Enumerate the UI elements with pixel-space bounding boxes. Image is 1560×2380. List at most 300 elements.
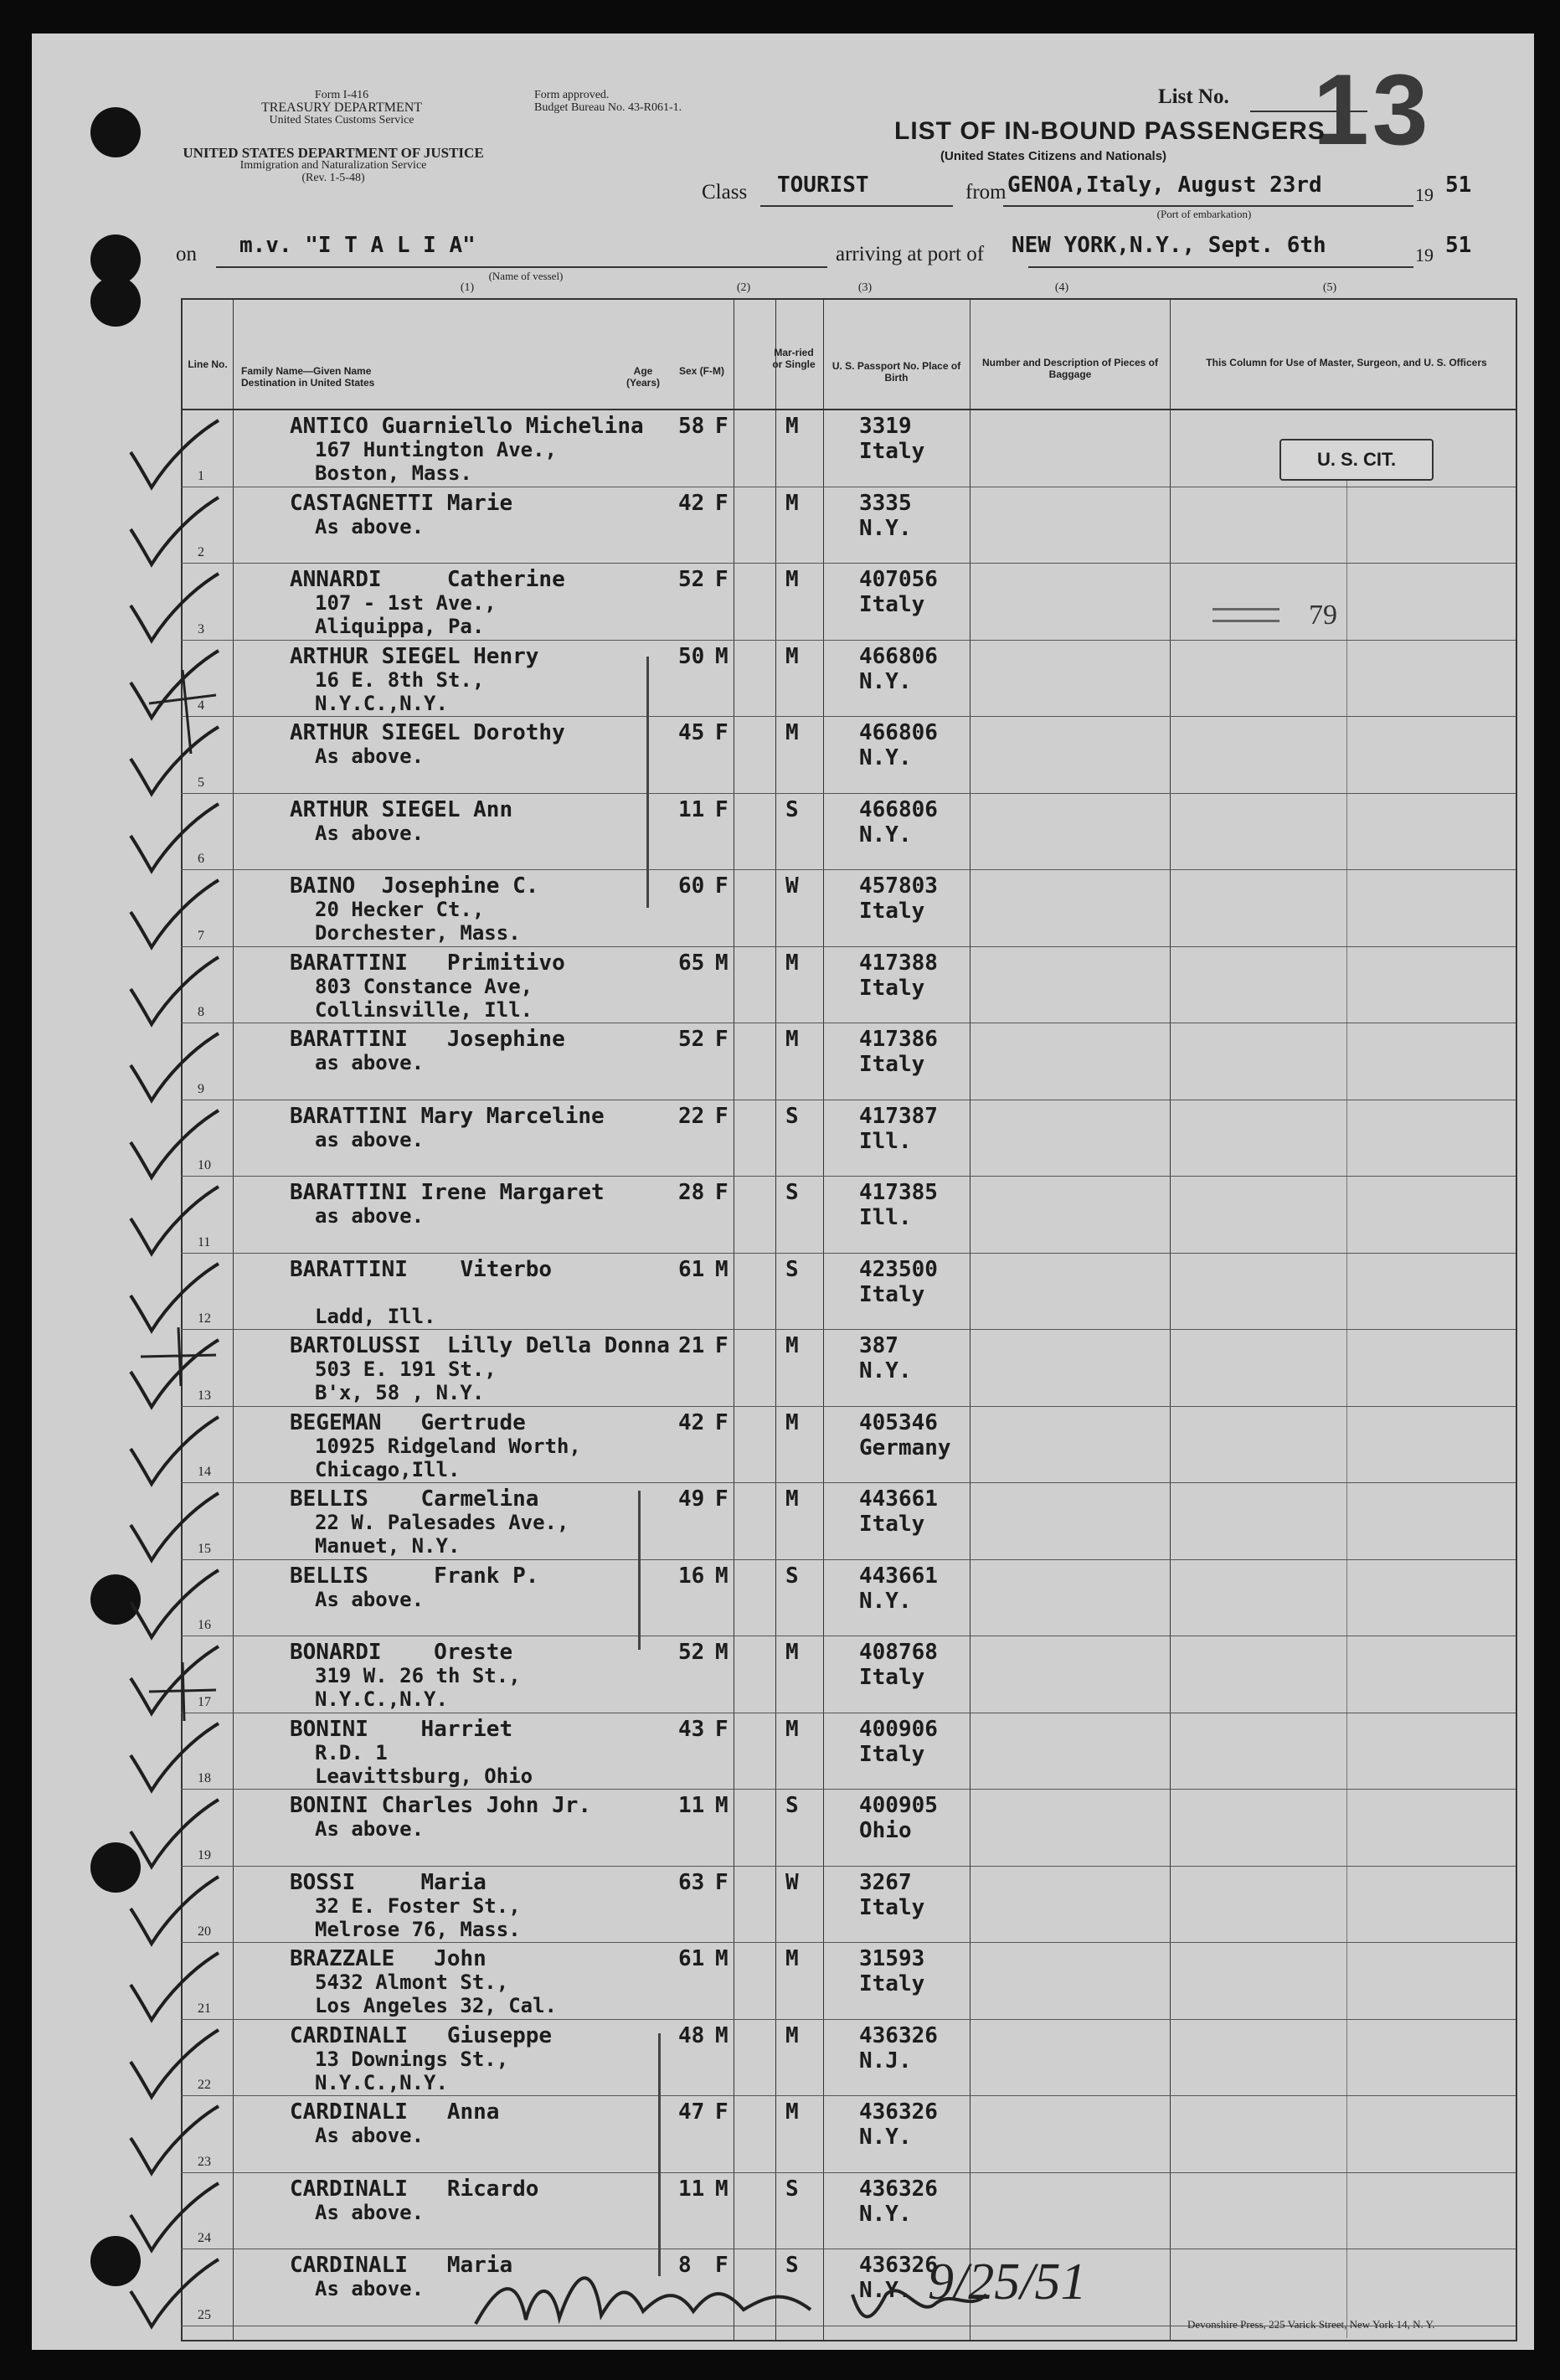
place-of-birth: N.Y. <box>859 745 912 770</box>
place-of-birth: Italy <box>859 1894 925 1920</box>
arriving-port: NEW YORK,N.Y., Sept. 6th <box>1012 233 1326 258</box>
passenger-destination: 107 - 1st Ave., <box>315 591 497 615</box>
table-row <box>181 410 1516 487</box>
passenger-name: ARTHUR SIEGEL Dorothy <box>290 720 565 745</box>
table-row <box>181 1177 1516 1254</box>
passport-number: 457803 <box>859 873 938 899</box>
passenger-name: BARATTINI Mary Marceline <box>290 1103 605 1129</box>
passenger-name: BONINI Harriet <box>290 1716 513 1742</box>
passenger-age: 8 <box>678 2253 692 2278</box>
col-head-married: Mar-ried or Single <box>772 347 816 370</box>
passenger-age: 52 <box>678 1027 705 1052</box>
vessel-name: m.v. "I T A L I A" <box>239 233 476 258</box>
printer-imprint: Devonshire Press, 225 Varick Street, New York 14, N. Y. <box>1187 2318 1435 2331</box>
table-row <box>181 1330 1516 1407</box>
passport-number: 3319 <box>859 414 912 439</box>
line-number: 8 <box>198 1005 204 1019</box>
place-of-birth: Ill. <box>859 1128 912 1154</box>
table-row <box>181 1483 1516 1560</box>
marital-status: M <box>785 1333 799 1358</box>
col-num-5: (5) <box>1322 281 1337 294</box>
on-label: on <box>176 243 197 265</box>
table-row <box>181 487 1516 564</box>
table-row <box>181 1867 1516 1944</box>
us-citizen-stamp: U. S. CIT. <box>1279 439 1434 481</box>
line-number: 16 <box>198 1618 211 1632</box>
passport-number: 423500 <box>859 1256 938 1282</box>
passenger-age: 28 <box>678 1180 705 1205</box>
marital-status: M <box>785 1027 799 1052</box>
passport-number: 3267 <box>859 1869 912 1895</box>
passenger-name: CARDINALI Ricardo <box>290 2176 539 2202</box>
place-of-birth: N.Y. <box>859 2201 912 2227</box>
passport-number: 436326 <box>859 2099 938 2125</box>
passenger-destination: Melrose 76, Mass. <box>315 1917 521 1941</box>
table-row <box>181 641 1516 718</box>
passenger-age: 52 <box>678 567 705 592</box>
marital-status: M <box>785 1716 799 1742</box>
passenger-sex: F <box>715 1869 729 1895</box>
page-subtitle: (United States Citizens and Nationals) <box>940 149 1167 163</box>
line-number: 12 <box>198 1311 211 1326</box>
passenger-sex: F <box>715 1103 729 1129</box>
customs-service: United States Customs Service <box>269 114 414 126</box>
passenger-sex: F <box>715 1027 729 1052</box>
place-of-birth: Italy <box>859 1665 925 1690</box>
passport-number: 466806 <box>859 796 938 822</box>
passenger-age: 16 <box>678 1563 705 1589</box>
place-of-birth: Italy <box>859 899 925 924</box>
passenger-sex: F <box>715 2099 729 2125</box>
check-mark-icon <box>122 1491 223 1567</box>
punch-hole <box>90 276 141 327</box>
passport-number: 417385 <box>859 1180 938 1205</box>
line-number: 25 <box>198 2307 211 2322</box>
check-mark-icon <box>122 572 223 647</box>
passenger-sex: F <box>715 1180 729 1205</box>
check-mark-icon <box>122 1569 223 1644</box>
passenger-name: BARTOLUSSI Lilly Della Donna <box>290 1333 670 1358</box>
table-row <box>181 1023 1516 1100</box>
passenger-name: CASTAGNETTI Marie <box>290 490 513 516</box>
line-number: 14 <box>198 1465 211 1479</box>
passenger-name: ANNARDI Catherine <box>290 567 565 592</box>
passport-number: 436326 <box>859 2022 938 2048</box>
marital-status: S <box>785 1793 799 1818</box>
col-head-officers: This Column for Use of Master, Surgeon, and U. S. Officers <box>1206 357 1487 368</box>
class-value: TOURIST <box>777 173 869 198</box>
passenger-age: 22 <box>678 1103 705 1129</box>
col-head-sex: Sex (F-M) <box>679 365 724 377</box>
passenger-destination: Dorchester, Mass. <box>315 921 521 945</box>
passenger-destination: As above. <box>315 1587 425 1611</box>
check-mark-icon <box>122 2028 223 2104</box>
passenger-destination: as above. <box>315 1051 425 1074</box>
marital-status: W <box>785 873 799 899</box>
marital-status: M <box>785 2099 799 2125</box>
table-row <box>181 1790 1516 1867</box>
passenger-destination: 503 E. 191 St., <box>315 1357 497 1381</box>
passenger-sex: M <box>715 643 729 669</box>
table-row <box>181 1254 1516 1331</box>
class-underline <box>760 205 953 207</box>
place-of-birth: Italy <box>859 592 925 617</box>
year-prefix: 19 <box>1415 184 1434 205</box>
passenger-sex: M <box>715 2022 729 2048</box>
passenger-destination: 22 W. Palesades Ave., <box>315 1511 569 1534</box>
place-of-birth: Ohio <box>859 1818 912 1843</box>
place-of-birth: Italy <box>859 439 925 464</box>
passenger-destination: As above. <box>315 2200 425 2224</box>
line-number: 18 <box>198 1771 211 1785</box>
passenger-destination: Los Angeles 32, Cal. <box>315 1994 557 2017</box>
passenger-name: CARDINALI Maria <box>290 2253 513 2278</box>
line-number: 19 <box>198 1847 211 1862</box>
passenger-sex: M <box>715 1946 729 1971</box>
check-mark-icon <box>122 419 223 494</box>
passenger-age: 11 <box>678 2176 705 2202</box>
passenger-destination: As above. <box>315 1817 425 1841</box>
place-of-birth: N.Y. <box>859 515 912 541</box>
passenger-destination: 803 Constance Ave, <box>315 974 533 998</box>
passenger-name: CARDINALI Anna <box>290 2099 500 2125</box>
marital-status: S <box>785 2176 799 2202</box>
table-row <box>181 2096 1516 2173</box>
passenger-destination: As above. <box>315 2277 425 2300</box>
passenger-name: BARATTINI Josephine <box>290 1027 565 1052</box>
check-mark-icon <box>122 1032 223 1107</box>
check-mark-icon <box>122 2258 223 2333</box>
marital-status: M <box>785 2022 799 2048</box>
passport-number: 417387 <box>859 1103 938 1129</box>
marital-status: S <box>785 796 799 822</box>
passenger-name: BEGEMAN Gertrude <box>290 1409 526 1435</box>
table-row <box>181 870 1516 947</box>
justice-dept: UNITED STATES DEPARTMENT OF JUSTICE Immigration and Naturalization Service (Rev. 1-5-48) <box>183 145 484 184</box>
col-num-4: (4) <box>1054 281 1069 294</box>
from-value: GENOA,Italy, August 23rd <box>1007 173 1322 198</box>
line-number: 17 <box>198 1694 211 1709</box>
year-value: 51 <box>1445 173 1472 198</box>
passenger-age: 43 <box>678 1716 705 1742</box>
line-number: 21 <box>198 2001 211 2016</box>
passenger-name: ARTHUR SIEGEL Ann <box>290 796 513 822</box>
passenger-destination: As above. <box>315 514 425 538</box>
passport-number: 436326 <box>859 2176 938 2202</box>
passenger-destination: B'x, 58 , N.Y. <box>315 1381 485 1404</box>
table-row <box>181 2173 1516 2250</box>
place-of-birth: Italy <box>859 1052 925 1077</box>
table-row <box>181 1636 1516 1713</box>
passenger-name: BARATTINI Primitivo <box>290 950 565 976</box>
passenger-destination: 32 E. Foster St., <box>315 1893 521 1918</box>
check-mark-icon <box>122 1875 223 1950</box>
place-of-birth: N.Y. <box>859 822 912 847</box>
margin-cross-mark <box>141 1658 224 1725</box>
line-number: 3 <box>198 621 204 636</box>
passenger-sex: M <box>715 1256 729 1282</box>
list-no-label: List No. <box>1158 85 1229 108</box>
passenger-destination: As above. <box>315 2124 425 2147</box>
line-number: 20 <box>198 1924 211 1939</box>
margin-cross-mark <box>132 653 233 770</box>
passenger-name: BRAZZALE John <box>290 1946 487 1971</box>
passenger-age: 49 <box>678 1486 705 1512</box>
form-number: Form I-416 <box>314 89 369 101</box>
place-of-birth: N.Y. <box>859 668 912 694</box>
form-info <box>233 89 450 126</box>
passport-number: 408768 <box>859 1640 938 1665</box>
col-head-baggage: Number and Description of Pieces of Baggage <box>981 357 1159 380</box>
family-bracket <box>646 657 649 908</box>
marital-status: M <box>785 490 799 516</box>
margin-cross-mark <box>132 1323 224 1390</box>
passenger-age: 60 <box>678 873 705 899</box>
check-mark-icon <box>122 878 223 954</box>
table-row <box>181 947 1516 1024</box>
marital-status: M <box>785 1946 799 1971</box>
form-approval: Form approved. Budget Bureau No. 43-R061-1. <box>534 89 682 114</box>
line-number: 1 <box>198 468 204 483</box>
line-number: 5 <box>198 775 204 790</box>
class-label: Class <box>702 181 748 203</box>
arriving-label: arriving at port of <box>836 243 985 265</box>
passenger-name: BELLIS Carmelina <box>290 1486 539 1512</box>
place-of-birth: Ill. <box>859 1205 912 1230</box>
check-mark-icon <box>122 1415 223 1491</box>
marital-status: S <box>785 1180 799 1205</box>
marital-status: M <box>785 1486 799 1512</box>
passenger-destination: R.D. 1 <box>315 1740 388 1764</box>
marital-status: M <box>785 1640 799 1665</box>
passenger-destination: as above. <box>315 1127 425 1151</box>
place-of-birth: N.Y. <box>859 2125 912 2150</box>
passenger-name: BARATTINI Irene Margaret <box>290 1180 605 1205</box>
treasury-dept: TREASURY DEPARTMENT <box>260 100 423 115</box>
place-of-birth: N.J. <box>859 2048 912 2073</box>
from-label: from <box>965 181 1007 203</box>
passenger-sex: M <box>715 2176 729 2202</box>
passenger-destination: As above. <box>315 821 425 845</box>
passenger-destination: as above. <box>315 1204 425 1228</box>
check-mark-icon <box>122 2104 223 2180</box>
passenger-sex: F <box>715 490 729 516</box>
table-row <box>181 1100 1516 1177</box>
passenger-sex: F <box>715 1716 729 1742</box>
passport-number: 31593 <box>859 1946 925 1971</box>
family-bracket <box>638 1491 641 1650</box>
passenger-name: BAINO Josephine C. <box>290 873 539 899</box>
line-number: 4 <box>198 698 204 713</box>
marital-status: W <box>785 1869 799 1895</box>
passenger-age: 61 <box>678 1256 705 1282</box>
marital-status: S <box>785 2253 799 2278</box>
check-mark-icon <box>122 2182 223 2257</box>
passenger-name: ANTICO Guarniello Michelina <box>290 414 644 439</box>
passenger-destination: 10925 Ridgeland Worth, <box>315 1434 581 1458</box>
passenger-sex: M <box>715 1793 729 1818</box>
passenger-destination: 13 Downings St., <box>315 2047 509 2071</box>
marital-status: M <box>785 643 799 669</box>
table-row <box>181 2020 1516 2097</box>
marital-status: S <box>785 1256 799 1282</box>
passenger-sex: M <box>715 1640 729 1665</box>
passenger-destination: 20 Hecker Ct., <box>315 898 485 921</box>
place-of-birth: Italy <box>859 1971 925 1996</box>
passenger-sex: M <box>715 950 729 976</box>
passport-number: 3335 <box>859 490 912 516</box>
passenger-destination: Ladd, Ill. <box>315 1304 436 1328</box>
passenger-destination: 16 E. 8th St., <box>315 667 485 692</box>
check-mark-icon <box>122 802 223 878</box>
family-bracket <box>658 2033 661 2276</box>
marital-status: M <box>785 950 799 976</box>
marital-status: M <box>785 414 799 439</box>
passenger-age: 50 <box>678 643 705 669</box>
table-row <box>181 564 1516 641</box>
passenger-sex: M <box>715 1563 729 1589</box>
passport-number: 407056 <box>859 567 938 592</box>
col-num-3: (3) <box>857 281 873 294</box>
passenger-sex: F <box>715 1486 729 1512</box>
passenger-name: ARTHUR SIEGEL Henry <box>290 643 539 669</box>
col-num-1: (1) <box>460 281 475 294</box>
arriving-underline <box>1028 266 1413 268</box>
marital-status: S <box>785 1563 799 1589</box>
passenger-age: 42 <box>678 490 705 516</box>
passport-number: 443661 <box>859 1486 938 1512</box>
passenger-age: 61 <box>678 1946 705 1971</box>
port-embarkation-caption: (Port of embarkation) <box>1156 208 1252 220</box>
table-row <box>181 1943 1516 2020</box>
col-head-passport: U. S. Passport No. Place of Birth <box>831 360 961 384</box>
passenger-age: 21 <box>678 1333 705 1358</box>
passport-number: 405346 <box>859 1409 938 1435</box>
check-mark-icon <box>122 1185 223 1260</box>
passenger-age: 63 <box>678 1869 705 1895</box>
passenger-sex: F <box>715 414 729 439</box>
passport-number: 417388 <box>859 950 938 976</box>
table-row <box>181 1407 1516 1484</box>
list-number: 13 <box>1313 54 1432 166</box>
passenger-name: BONARDI Oreste <box>290 1640 513 1665</box>
passenger-destination: N.Y.C.,N.Y. <box>315 2070 448 2094</box>
place-of-birth: N.Y. <box>859 1358 912 1383</box>
check-mark-icon <box>122 1798 223 1873</box>
table-row <box>181 1713 1516 1790</box>
table-row <box>181 794 1516 871</box>
passenger-age: 11 <box>678 796 705 822</box>
punch-hole <box>90 107 141 157</box>
col-head-line-no: Line No. <box>188 358 228 370</box>
line-number: 15 <box>198 1541 211 1556</box>
passenger-sex: F <box>715 1409 729 1435</box>
passenger-age: 11 <box>678 1793 705 1818</box>
passenger-destination: Boston, Mass. <box>315 461 472 485</box>
line-number: 24 <box>198 2231 211 2245</box>
line-number: 9 <box>198 1081 204 1096</box>
place-of-birth: Italy <box>859 1281 925 1307</box>
passenger-age: 45 <box>678 720 705 745</box>
check-mark-icon <box>122 496 223 571</box>
passenger-destination: Chicago,Ill. <box>315 1457 461 1481</box>
line-number: 2 <box>198 545 204 559</box>
passport-number: 443661 <box>859 1563 938 1589</box>
place-of-birth: Italy <box>859 975 925 1001</box>
arriving-year-value: 51 <box>1445 233 1472 258</box>
passenger-destination: N.Y.C.,N.Y. <box>315 691 448 715</box>
passenger-name: BARATTINI Viterbo <box>290 1256 553 1282</box>
check-mark-icon <box>122 1951 223 2027</box>
marital-status: M <box>785 1409 799 1435</box>
passport-number: 387 <box>859 1333 898 1358</box>
check-mark-icon <box>122 1722 223 1797</box>
line-number: 11 <box>198 1234 211 1249</box>
place-of-birth: Germany <box>859 1435 951 1460</box>
arriving-year-prefix: 19 <box>1415 245 1434 265</box>
col-head-age: Age (Years) <box>626 365 661 389</box>
passenger-destination: 167 Huntington Ave., <box>315 438 557 461</box>
table-body <box>181 410 1516 2336</box>
passenger-age: 47 <box>678 2099 705 2125</box>
passenger-destination: As above. <box>315 744 425 768</box>
passenger-destination: Collinsville, Ill. <box>315 997 533 1022</box>
officer-note: 79 <box>1309 600 1337 631</box>
signature-date: 9/25/51 <box>928 2254 1087 2310</box>
line-number: 22 <box>198 2078 211 2092</box>
passport-number: 466806 <box>859 643 938 669</box>
passenger-destination: Manuet, N.Y. <box>315 1534 461 1558</box>
passport-number: 417386 <box>859 1027 938 1052</box>
passenger-age: 65 <box>678 950 705 976</box>
line-number: 13 <box>198 1388 211 1403</box>
passenger-sex: F <box>715 567 729 592</box>
marital-status: M <box>785 720 799 745</box>
table-row <box>181 717 1516 794</box>
place-of-birth: Italy <box>859 1741 925 1767</box>
line-number: 6 <box>198 852 204 866</box>
vessel-caption: (Name of vessel) <box>488 270 564 282</box>
passenger-destination: Aliquippa, Pa. <box>315 615 485 638</box>
table-row <box>181 1560 1516 1637</box>
passenger-sex: F <box>715 720 729 745</box>
passenger-name: BELLIS Frank P. <box>290 1563 539 1589</box>
place-of-birth: N.Y. <box>859 1588 912 1614</box>
marital-status: S <box>785 1103 799 1129</box>
place-of-birth: N.Y. <box>859 2278 912 2303</box>
vessel-underline <box>216 266 827 268</box>
passenger-age: 48 <box>678 2022 705 2048</box>
passenger-age: 52 <box>678 1640 705 1665</box>
passport-number: 466806 <box>859 720 938 745</box>
passenger-destination: 5432 Almont St., <box>315 1970 509 1994</box>
passport-number: 400906 <box>859 1716 938 1742</box>
passenger-sex: F <box>715 873 729 899</box>
line-number: 10 <box>198 1158 211 1172</box>
inspector-signature <box>467 2244 1313 2345</box>
place-of-birth: Italy <box>859 1512 925 1537</box>
passenger-sex: F <box>715 796 729 822</box>
passenger-age: 42 <box>678 1409 705 1435</box>
document-page <box>32 33 1534 2350</box>
check-mark-icon <box>122 956 223 1031</box>
passenger-name: CARDINALI Giuseppe <box>290 2022 553 2048</box>
passenger-age: 58 <box>678 414 705 439</box>
passenger-sex: F <box>715 2253 729 2278</box>
line-number: 7 <box>198 928 204 943</box>
passenger-name: BOSSI Maria <box>290 1869 487 1895</box>
passport-number: 400905 <box>859 1793 938 1818</box>
